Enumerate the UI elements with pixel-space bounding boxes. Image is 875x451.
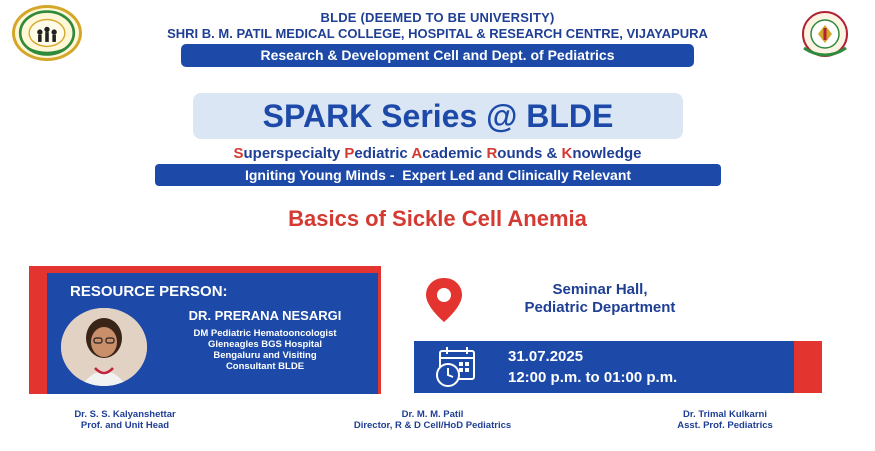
signatory-name: Dr. S. S. Kalyanshettar <box>74 409 176 420</box>
schedule-banner <box>414 341 794 393</box>
venue-line-1: Seminar Hall, <box>552 281 648 298</box>
acronym-word: cademic <box>422 145 487 162</box>
acronym-letter-r: R <box>486 145 498 162</box>
speaker-name: DR. PRERANA NESARGI <box>188 308 342 323</box>
acronym-word: nowledge <box>572 145 642 162</box>
speaker-credential-line: DM Pediatric Hematooncologist <box>193 328 337 339</box>
map-pin-icon <box>423 276 465 324</box>
seminar-topic: Basics of Sickle Cell Anemia <box>288 206 587 231</box>
acronym-word: ediatric <box>354 145 412 162</box>
venue-line-2: Pediatric Department <box>524 299 676 316</box>
signatory-center <box>320 409 545 431</box>
college-emblem-logo <box>790 8 860 64</box>
speaker-credential-line: Consultant BLDE <box>225 361 305 372</box>
speaker-credentials <box>155 328 375 372</box>
acronym-letter-a: A <box>411 145 423 162</box>
acronym-letter-s: S <box>233 145 244 162</box>
speaker-photo <box>61 308 147 386</box>
signatory-name: Dr. Trimal Kulkarni <box>683 409 767 420</box>
acronym-word: uperspecialty <box>243 145 345 162</box>
event-tagline: Igniting Young Minds - Expert Led and Clinically Relevant <box>155 164 721 186</box>
acronym-letter-p: P <box>344 145 355 162</box>
event-acronym-expansion <box>0 145 875 162</box>
calendar-clock-icon <box>434 345 478 389</box>
schedule-accent <box>792 341 822 393</box>
signatory-name: Dr. M. M. Patil <box>401 409 464 420</box>
event-title: SPARK Series @ BLDE <box>193 93 683 139</box>
university-name: BLDE (DEEMED TO BE UNIVERSITY) <box>320 10 555 25</box>
resource-person-card <box>47 273 378 394</box>
signatory-right <box>640 409 810 431</box>
department-banner: Research & Development Cell and Dept. of Pediatrics <box>181 44 694 67</box>
signatory-title: Director, R & D Cell/HoD Pediatrics <box>353 420 512 431</box>
speaker-credential-line: Gleneagles BGS Hospital <box>207 339 323 350</box>
acronym-letter-k: K <box>561 145 573 162</box>
signatory-left <box>40 409 210 431</box>
event-date: 31.07.2025 <box>508 348 584 365</box>
event-time: 12:00 p.m. to 01:00 p.m. <box>508 369 678 386</box>
signatory-title: Asst. Prof. Pediatrics <box>677 420 773 431</box>
resource-label: RESOURCE PERSON: <box>70 283 228 300</box>
college-name: SHRI B. M. PATIL MEDICAL COLLEGE, HOSPITAL & RESEARCH CENTRE, VIJAYAPURA <box>167 26 708 41</box>
acronym-word: ounds & <box>497 145 562 162</box>
speaker-credential-line: Bengaluru and Visiting <box>213 350 317 361</box>
signatory-title: Prof. and Unit Head <box>80 420 170 431</box>
